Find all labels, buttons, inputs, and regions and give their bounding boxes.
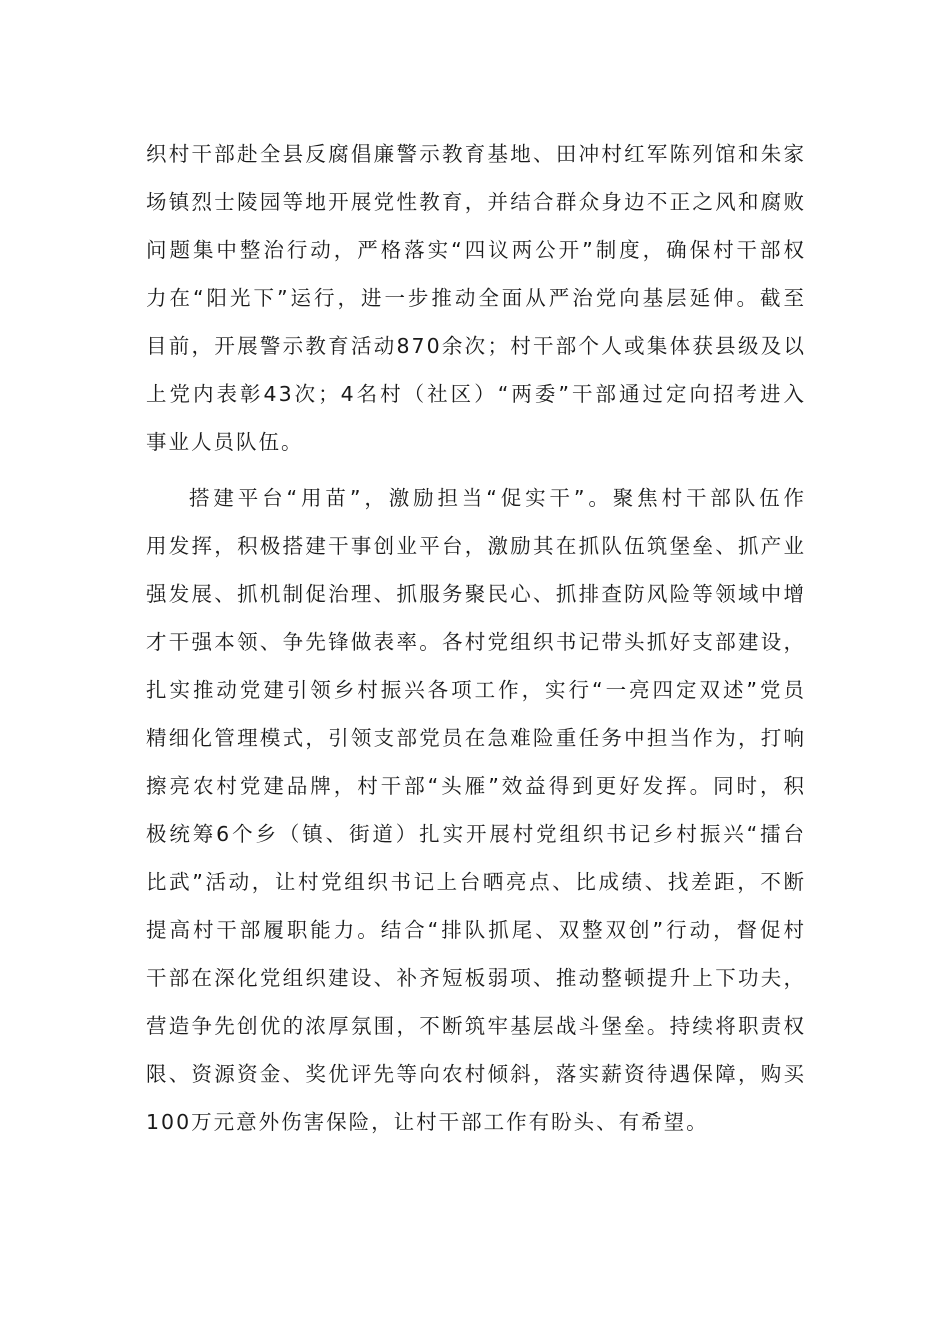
- text-line: 擦亮农村党建品牌，村干部“头雁”效益得到更好发挥。同时，积: [146, 774, 806, 798]
- text-line: 极统筹6个乡（镇、街道）扎实开展村党组织书记乡村振兴“擂台: [146, 822, 806, 846]
- text-line: 扎实推动党建引领乡村振兴各项工作，实行“一亮四定双述”党员: [146, 678, 806, 702]
- text-line-indented: 搭建平台“用苗”，激励担当“促实干”。聚焦村干部队伍作: [189, 486, 806, 510]
- text-line: 事业人员队伍。: [146, 430, 304, 454]
- text-line: 强发展、抓机制促治理、抓服务聚民心、抓排查防风险等领域中增: [146, 582, 806, 606]
- text-line: 比武”活动，让村党组织书记上台晒亮点、比成绩、找差距，不断: [146, 870, 806, 894]
- document-body: [146, 130, 806, 1146]
- text-line: 目前，开展警示教育活动870余次；村干部个人或集体获县级及以: [146, 334, 806, 358]
- text-line: 才干强本领、争先锋做表率。各村党组织书记带头抓好支部建设，: [146, 630, 806, 654]
- text-line: 织村干部赴全县反腐倡廉警示教育基地、田冲村红军陈列馆和朱家: [146, 142, 806, 166]
- text-line: 上党内表彰43次；4名村（社区）“两委”干部通过定向招考进入: [146, 382, 806, 406]
- text-line: 限、资源资金、奖优评先等向农村倾斜，落实薪资待遇保障，购买: [146, 1062, 806, 1086]
- text-line: 提高村干部履职能力。结合“排队抓尾、双整双创”行动，督促村: [146, 918, 806, 942]
- text-line: 用发挥，积极搭建干事创业平台，激励其在抓队伍筑堡垒、抓产业: [146, 534, 806, 558]
- text-line: 干部在深化党组织建设、补齐短板弱项、推动整顿提升上下功夫，: [146, 966, 806, 990]
- text-line: 精细化管理模式，引领支部党员在急难险重任务中担当作为，打响: [146, 726, 806, 750]
- paragraph-1: [146, 130, 806, 466]
- paragraph-2: [146, 474, 806, 1146]
- paragraph-spacer: [146, 466, 806, 474]
- text-line: 场镇烈士陵园等地开展党性教育，并结合群众身边不正之风和腐败: [146, 190, 806, 214]
- text-line: 营造争先创优的浓厚氛围，不断筑牢基层战斗堡垒。持续将职责权: [146, 1014, 806, 1038]
- text-line: 100万元意外伤害保险，让村干部工作有盼头、有希望。: [146, 1110, 709, 1134]
- text-line: 问题集中整治行动，严格落实“四议两公开”制度，确保村干部权: [146, 238, 806, 262]
- text-line: 力在“阳光下”运行，进一步推动全面从严治党向基层延伸。截至: [146, 286, 806, 310]
